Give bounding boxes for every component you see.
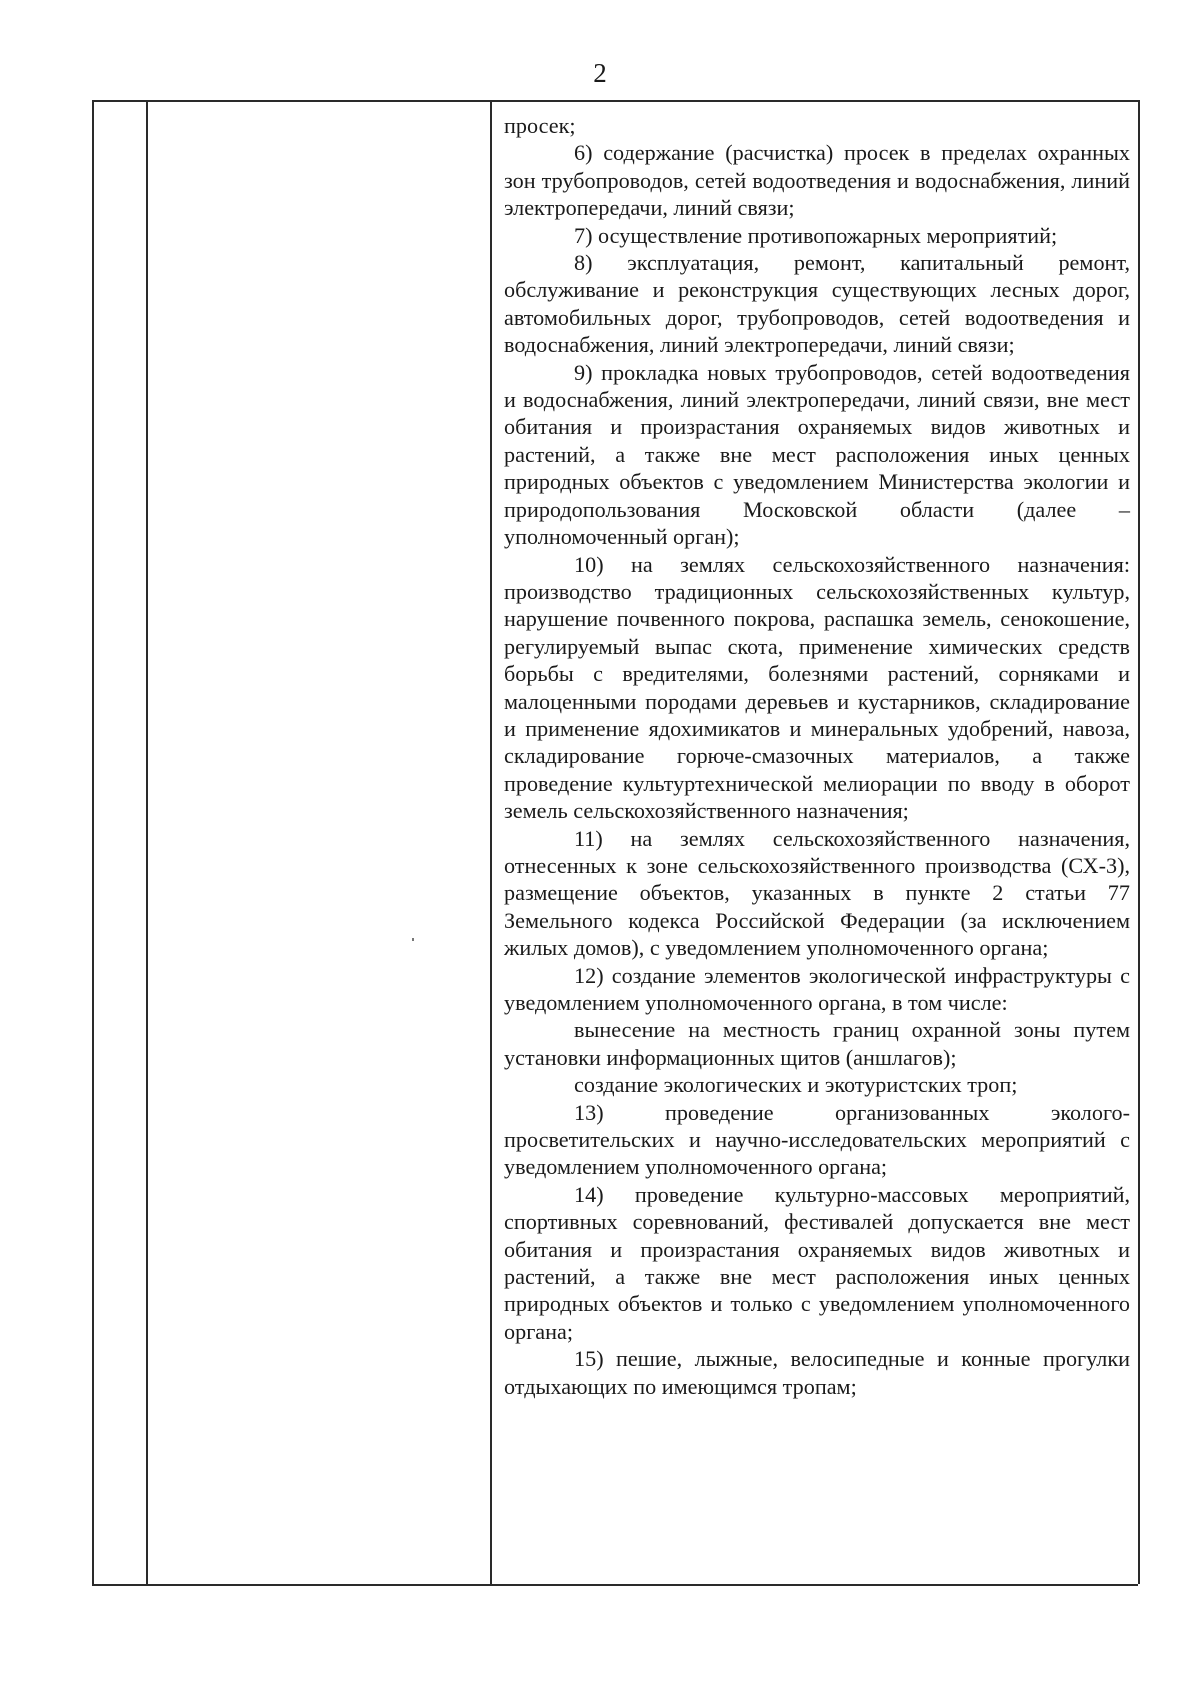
- paragraph-9: 9) прокладка новых трубопроводов, сетей водоотведения и водоснабжения, линий электропередачи, линий связи, вне мест обитания и произрастания охраняемых видов животных и растений, а также вне мест расположения иных ценных природных объектов с уведомлением Министерства экологии и природопользования Московской области (далее – уполномоченный орган);: [504, 359, 1130, 550]
- paragraph-15: 15) пешие, лыжные, велосипедные и конные прогулки отдыхающих по имеющимся тропам;: [504, 1346, 1130, 1399]
- table-column-content: [492, 100, 1140, 1584]
- paragraph-12-item-1: вынесение на местность границ охранной зоны путем установки информационных щитов (аншлагов);: [504, 1017, 1130, 1070]
- paragraph-6: 6) содержание (расчистка) просек в пределах охранных зон трубопроводов, сетей водоотведения и водоснабжения, линий электропередачи, линий связи;: [504, 140, 1130, 221]
- paragraph-7: 7) осуществление противопожарных мероприятий;: [574, 222, 1058, 248]
- paragraph-0: просек;: [504, 113, 576, 138]
- scan-mark: [412, 938, 414, 941]
- paragraph-12-item-2: создание экологических и экотуристских троп;: [574, 1072, 1018, 1098]
- table-column-name: [148, 100, 492, 1584]
- paragraph-8: 8) эксплуатация, ремонт, капитальный ремонт, обслуживание и реконструкция существующих лесных дорог, автомобильных дорог, трубопроводов, сетей водоотведения и водоснабжения, линий электропередачи, линий связи;: [504, 250, 1130, 358]
- page-number: 2: [593, 58, 607, 88]
- paragraph-11: 11) на землях сельскохозяйственного назначения, отнесенных к зоне сельскохозяйственного производства (СХ-3), размещение объектов, указанных в пункте 2 статьи 77 Земельного кодекса Российской Федерации (за исключением жилых домов), с уведомлением уполномоченного органа;: [504, 825, 1130, 961]
- paragraph-12: 12) создание элементов экологической инфраструктуры с уведомлением уполномоченного органа, в том числе:: [504, 962, 1130, 1015]
- paragraph-13: 13) проведение организованных эколого-просветительских и научно-исследовательских мероприятий с уведомлением уполномоченного органа;: [504, 1099, 1130, 1180]
- paragraph-14: 14) проведение культурно-массовых мероприятий, спортивных соревнований, фестивалей допускается вне мест обитания и произрастания охраняемых видов животных и растений, а также вне мест расположения иных ценных природных объектов и только с уведомлением уполномоченного органа;: [504, 1181, 1130, 1344]
- document-table: [92, 100, 1138, 1586]
- paragraph-10: 10) на землях сельскохозяйственного назначения: производство традиционных сельскохозяйственных культур, нарушение почвенного покрова, распашка земель, сенокошение, регулируемый выпас скота, применение химических средств борьбы с вредителями, болезнями растений, сорняками и малоценными породами деревьев и кустарников, складирование и применение ядохимикатов и минеральных удобрений, навоза, складирование горюче-смазочных материалов, а также проведение культуртехнической мелиорации по вводу в оборот земель сельскохозяйственного назначения;: [504, 551, 1130, 824]
- table-column-number: [94, 100, 148, 1584]
